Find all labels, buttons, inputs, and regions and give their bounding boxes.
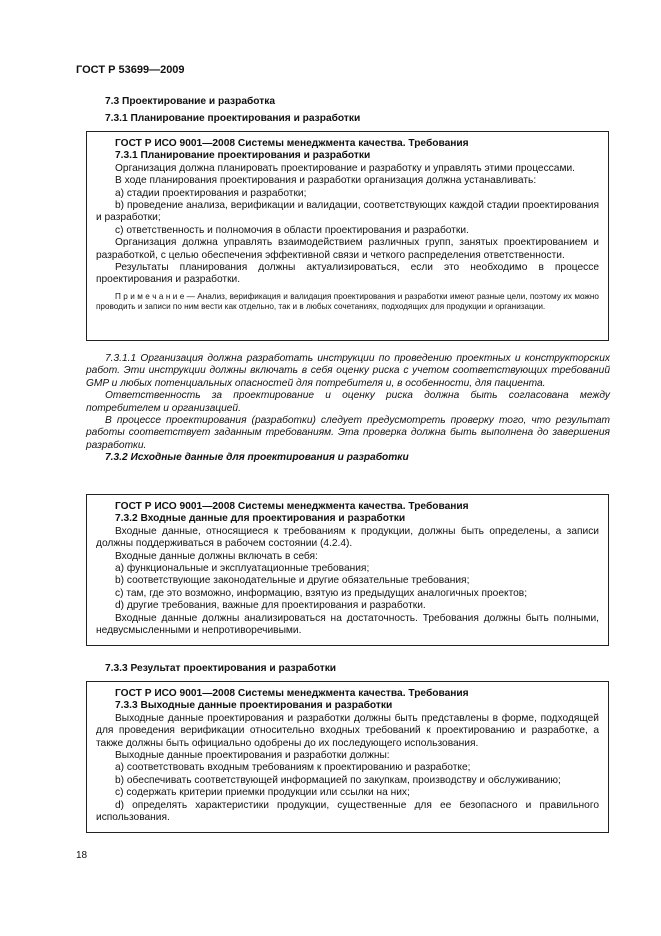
- box2-list-item: a) функциональные и эксплуатационные требования;: [115, 563, 370, 575]
- box1-list-item: b) проведение анализа, верификации и валидации, соответствующих каждой стадии проектирования и разработки;: [96, 200, 599, 224]
- italic-paragraph: 7.3.1.1 Организация должна разработать инструкции по проведению проектных и конструкторских работ. Эти инструкции должны включать в себя оценку риска с учетом соответствующих требований GMP и любых потенциальных опасностей для потребителя и, в особенности, для пациента.: [86, 353, 610, 389]
- box1-clause-title: 7.3.1 Планирование проектирования и разработки: [115, 150, 371, 162]
- italic-requirements-block: [86, 353, 610, 465]
- box2-list-item: c) там, где это возможно, информацию, взятую из предыдущих аналогичных проектов;: [115, 587, 528, 599]
- box1-list-item: a) стадии проектирования и разработки;: [115, 187, 307, 199]
- box1-list-item: c) ответственность и полномочия в области проектирования и разработки.: [115, 224, 469, 236]
- box3-list-item: b) обеспечивать соответствующей информацией по закупкам, производству и обслуживанию;: [115, 774, 561, 786]
- box2-paragraph: Входные данные должны включать в себя:: [115, 550, 318, 562]
- quoted-standard-box-2: [86, 494, 609, 646]
- section-heading-7-3-3: 7.3.3 Результат проектирования и разработки: [105, 663, 337, 674]
- section-heading-7-3-2: 7.3.2 Исходные данные для проектирования и разработки: [105, 452, 409, 464]
- box1-standard-title: ГОСТ Р ИСО 9001—2008 Системы менеджмента качества. Требования: [115, 138, 469, 149]
- box3-standard-title: ГОСТ Р ИСО 9001—2008 Системы менеджмента качества. Требования: [115, 688, 469, 699]
- box2-standard-title: ГОСТ Р ИСО 9001—2008 Системы менеджмента качества. Требования: [115, 501, 469, 512]
- section-heading-7-3-1: 7.3.1 Планирование проектирования и разработки: [105, 113, 361, 124]
- box1-note: П р и м е ч а н и е — Анализ, верификация и валидация проектирования и разработки имеют разные цели, поэтому их можно проводить и записи по ним вести как отдельно, так и в любых сочетаниях, подходящих для продукции и организации.: [96, 291, 599, 312]
- italic-paragraph: В процессе проектирования (разработки) следует предусмотреть проверку того, что результат работы соответствует заданным требованиям. Эта проверка должна быть выполнена до завершения разработки.: [86, 415, 610, 451]
- box3-list-item: c) содержать критерии приемки продукции или ссылки на них;: [115, 787, 410, 799]
- box3-paragraph: Выходные данные проектирования и разработки должны:: [115, 750, 390, 762]
- quoted-standard-box-1: [86, 131, 609, 341]
- box2-clause-title: 7.3.2 Входные данные для проектирования и разработки: [115, 513, 406, 525]
- box2-paragraph: Входные данные должны анализироваться на достаточность. Требования должны быть полными, недвусмысленными и непротиворечивыми.: [96, 612, 599, 637]
- box2-list-item: b) соответствующие законодательные и другие обязательные требования;: [115, 575, 470, 587]
- box1-paragraph: Организация должна планировать проектирование и разработку и управлять этими процессами.: [115, 162, 575, 174]
- box1-paragraph: В ходе планирования проектирования и разработки организация должна устанавливать:: [115, 175, 537, 187]
- box2-list-item: d) другие требования, важные для проектирования и разработки.: [115, 600, 426, 612]
- box3-clause-title: 7.3.3 Выходные данные проектирования и разработки: [115, 700, 393, 712]
- page-header: ГОСТ Р 53699—2009: [76, 64, 185, 76]
- box3-paragraph: Выходные данные проектирования и разработки должны быть представлены в форме, подходящей для проведения верификации относительно входных требований к проектированию и разработке, а также должны быть официально одобрены до их последующего использования.: [96, 712, 599, 749]
- box1-paragraph: Организация должна управлять взаимодействием различных групп, занятых проектированием и разработкой, с целью обеспечения эффективной связи и четкого распределения ответственности.: [96, 237, 599, 261]
- box3-list-item: d) определять характеристики продукции, существенные для ее безопасного и правильного использования.: [96, 799, 599, 824]
- page-number: 18: [76, 850, 88, 861]
- italic-paragraph: Ответственность за проектирование и оценку риска должна быть согласована между потребителем и организацией.: [86, 390, 610, 414]
- quoted-standard-box-3: [86, 681, 609, 833]
- box2-paragraph: Входные данные, относящиеся к требованиям к продукции, должны быть определены, а записи должны поддерживаться в рабочем состоянии (4.2.4).: [96, 525, 599, 550]
- box1-paragraph: Результаты планирования должны актуализироваться, если это необходимо в процессе проектирования и разработки.: [96, 262, 599, 286]
- box3-list-item: a) соответствовать входным требованиям к проектированию и разработке;: [115, 762, 471, 774]
- section-heading-7-3: 7.3 Проектирование и разработка: [105, 96, 276, 107]
